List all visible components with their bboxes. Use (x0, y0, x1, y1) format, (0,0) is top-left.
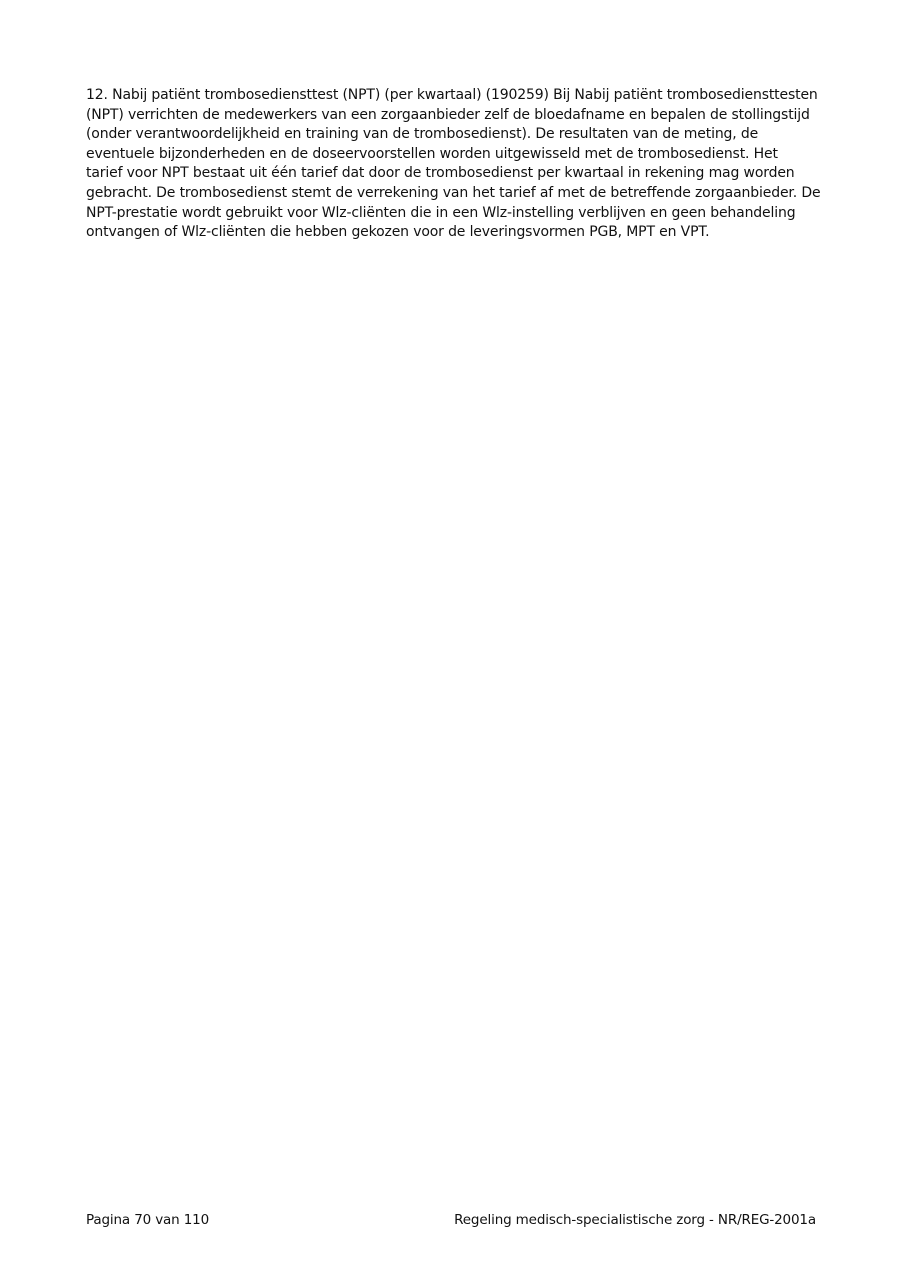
paragraph-line: tarief voor NPT bestaat uit één tarief dat door de trombosedienst per kwartaal in rekening mag worden (86, 165, 795, 182)
paragraph-line: 12. Nabij patiënt trombosediensttest (NPT) (per kwartaal) (190259) Bij Nabij patiënt trombosediensttesten (86, 87, 818, 103)
document-reference: Regeling medisch-specialistische zorg - NR/REG-2001a (454, 1212, 816, 1228)
body-paragraph (86, 86, 826, 243)
page-footer (86, 1212, 816, 1228)
paragraph-line: (NPT) verrichten de medewerkers van een zorgaanbieder zelf de bloedafname en bepalen de stollingstijd (86, 106, 810, 123)
paragraph-line: gebracht. De trombosedienst stemt de verrekening van het tarief af met de betreffende zorgaanbieder. De (86, 184, 821, 201)
paragraph-line: (onder verantwoordelijkheid en training van de trombosedienst). De resultaten van de meting, de (86, 126, 759, 143)
paragraph-line: ontvangen of Wlz-cliënten die hebben gekozen voor de leveringsvormen PGB, MPT en VPT. (86, 224, 710, 241)
paragraph-line: NPT-prestatie wordt gebruikt voor Wlz-cliënten die in een Wlz-instelling verblijven en geen behandeling (86, 204, 796, 221)
paragraph-line: eventuele bijzonderheden en de doseervoorstellen worden uitgewisseld met de trombosedienst. Het (86, 145, 778, 162)
page-number: Pagina 70 van 110 (86, 1212, 210, 1228)
